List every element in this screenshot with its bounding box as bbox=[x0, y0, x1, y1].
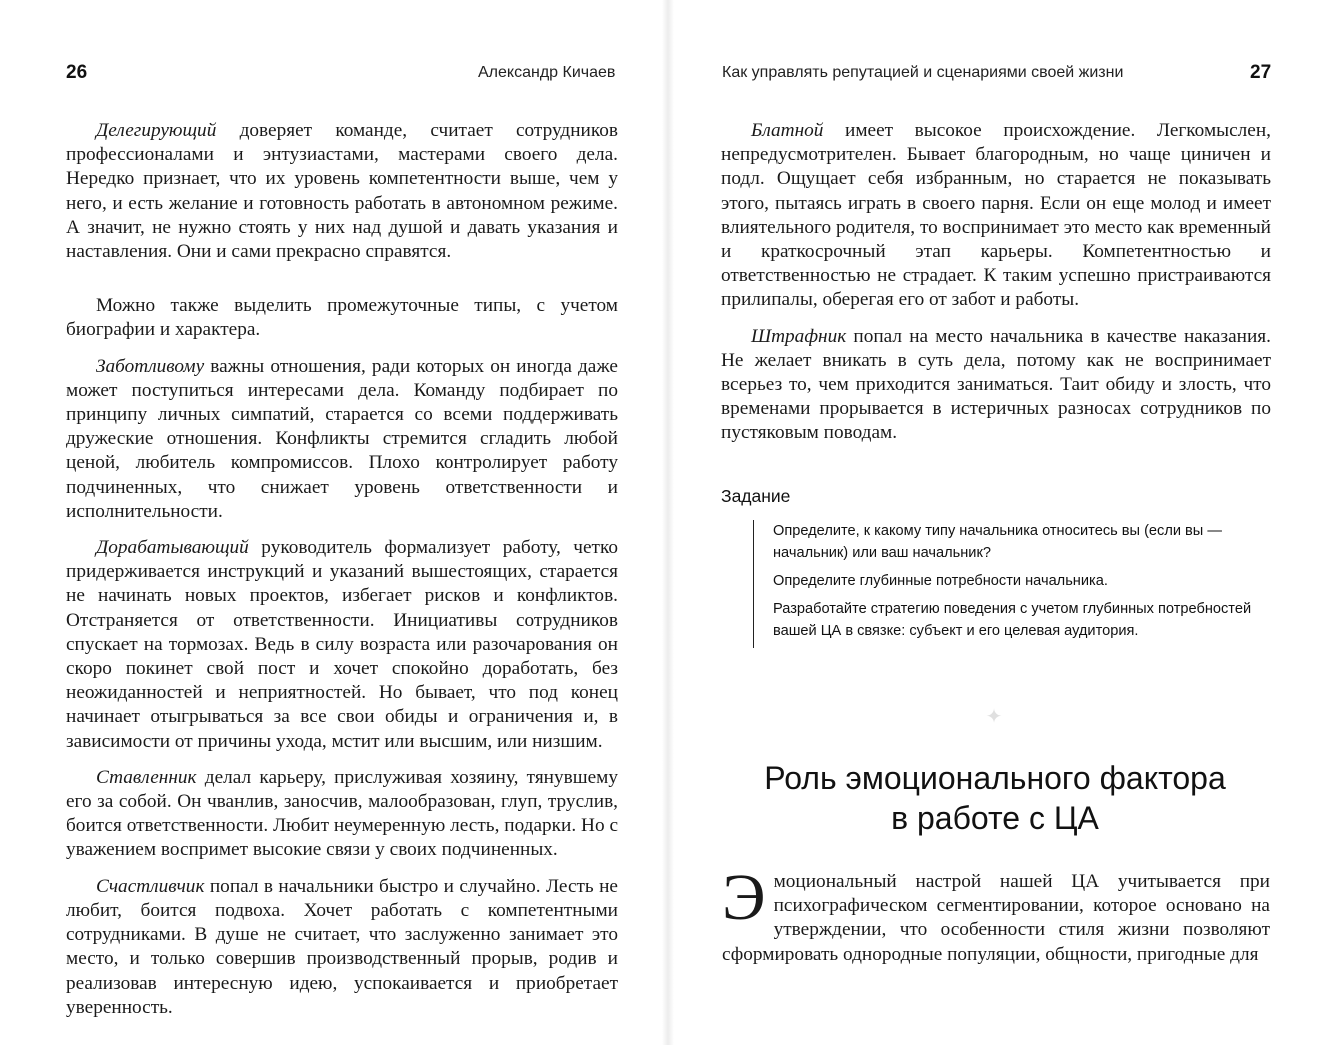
section-title-line: в работе с ЦА bbox=[891, 800, 1099, 836]
task-item: Определите глубинные потребности начальника. bbox=[773, 573, 1108, 589]
term: Дорабатывающий bbox=[96, 537, 249, 559]
paragraph bbox=[66, 355, 618, 524]
paragraph-text: имеет высокое происхождение. Легкомыслен, непредусмотрителен. Бывает благородным, но чаще циничен и подл. Ощущает себя избранным, но старается не показывать этого, пытаясь играть в своего парня. Если он еще молод и имеет влиятельного родителя, то воспринимает это место как временный и краткосрочный этап карьеры. Компетентностью и ответственностью не страдает. К таким успешно пристраиваются прилипалы, оберегая его от забот и работы. bbox=[721, 120, 1271, 311]
term: Ставленник bbox=[96, 766, 197, 788]
ornament-icon: ✦ bbox=[985, 706, 1003, 728]
drop-cap: Э bbox=[722, 861, 766, 934]
paragraph-text: попал на место начальника в качестве наказания. Не желает вникать в суть дела, потому как не воспринимает всерьез то, чем приходится заниматься. Таит обиду и злость, что временами прорывается в истеричных разносах сотрудников по пустяковым поводам. bbox=[721, 325, 1271, 444]
term: Заботливому bbox=[96, 355, 205, 377]
term: Блатной bbox=[751, 120, 824, 141]
paragraph bbox=[66, 119, 618, 264]
paragraph-text: Можно также выделить промежуточные типы, с учетом биографии и характера. bbox=[66, 295, 618, 341]
term: Делегирующий bbox=[96, 120, 217, 141]
running-header-book-title: Как управлять репутацией и сценариями своей жизни bbox=[722, 64, 1124, 81]
paragraph-text: важны отношения, ради которых он иногда даже может поступиться интересами дела. Команду подбирает по принципу личных симпатий, старается со всеми поддерживать дружеские отношения. Конфликты стремится сгладить любой ценой, любитель компромиссов. Плохо контролирует работу подчиненных, что снижает уровень ответственности и исполнительности. bbox=[66, 355, 618, 522]
left-body-text bbox=[66, 119, 618, 1032]
term: Штрафник bbox=[751, 325, 847, 347]
paragraph bbox=[66, 875, 618, 1020]
running-header-author: Александр Кичаев bbox=[478, 64, 616, 81]
page-number-right: 27 bbox=[1250, 62, 1272, 83]
dropcap-paragraph bbox=[722, 861, 1270, 967]
paragraph bbox=[66, 766, 618, 863]
paragraph bbox=[66, 294, 618, 342]
task-item: Определите, к какому типу начальника относитесь вы (если вы — начальник) или ваш начальник? bbox=[773, 523, 1222, 561]
task-box bbox=[753, 520, 1274, 648]
paragraph bbox=[66, 536, 618, 754]
paragraph-text: попал в начальники быстро и случайно. Лесть не любит, боится подвоха. Хочет работать с компетентными сотрудниками. В душе не считает, что заслуженно занимает это место, и только совершив производственный прорыв, родив и реализовав интересную идею, успокаивается и приобретает уверенность. bbox=[66, 875, 618, 1018]
paragraph-text: доверяет команде, считает сотрудников профессионалами и энтузиастами, мастерами своего дела. Нередко признает, что их уровень компетентности выше, чем у него, и есть желание и готовность работать в автономном режиме. А значит, не нужно стоять у них над душой и давать указания и наставления. Они и сами прекрасно справятся. bbox=[66, 120, 618, 263]
paragraph-text: моциональный настрой нашей ЦА учитывается при психографическом сегментировании, которое основано на утверждении, что особенности стиля жизни позволяют сформировать однородные популяции, общности, пригодные для bbox=[722, 871, 1270, 965]
term: Счастливчик bbox=[96, 875, 205, 897]
section-title-line: Роль эмоционального фактора bbox=[764, 760, 1226, 796]
task-heading: Задание bbox=[721, 486, 791, 506]
section-title bbox=[722, 758, 1268, 838]
paragraph-text: делал карьеру, прислуживая хозяину, тянувшему его за собой. Он чванлив, заносчив, малообразован, глуп, труслив, боится ответственности. Любит неумеренную лесть, подарки. Но с уважением воспримет высокие связи у своих подчиненных. bbox=[66, 766, 618, 861]
paragraph bbox=[721, 119, 1271, 313]
right-body-text bbox=[721, 119, 1271, 458]
task-item: Разработайте стратегию поведения с учетом глубинных потребностей вашей ЦА в связке: субъект и его целевая аудитория. bbox=[773, 601, 1252, 639]
paragraph-text: руководитель формализует работу, четко придерживается инструкций и указаний вышестоящих, старается не начинать новых проектов, избегает рисков и конфликтов. Отстраняется от ответственности. Инициативы сотрудников спускает на тормозах. Ведь в силу возраста или разочарования он скоро покинет свой пост и хочет спокойно доработать, без неожиданностей и неприятностей. Но бывает, что под конец начинает отыгрываться за все свои обиды и ограничения и, в зависимости от причины ухода, мстит или высшим, или низшим. bbox=[66, 537, 618, 752]
page-number-left: 26 bbox=[66, 62, 88, 83]
paragraph bbox=[721, 325, 1271, 446]
